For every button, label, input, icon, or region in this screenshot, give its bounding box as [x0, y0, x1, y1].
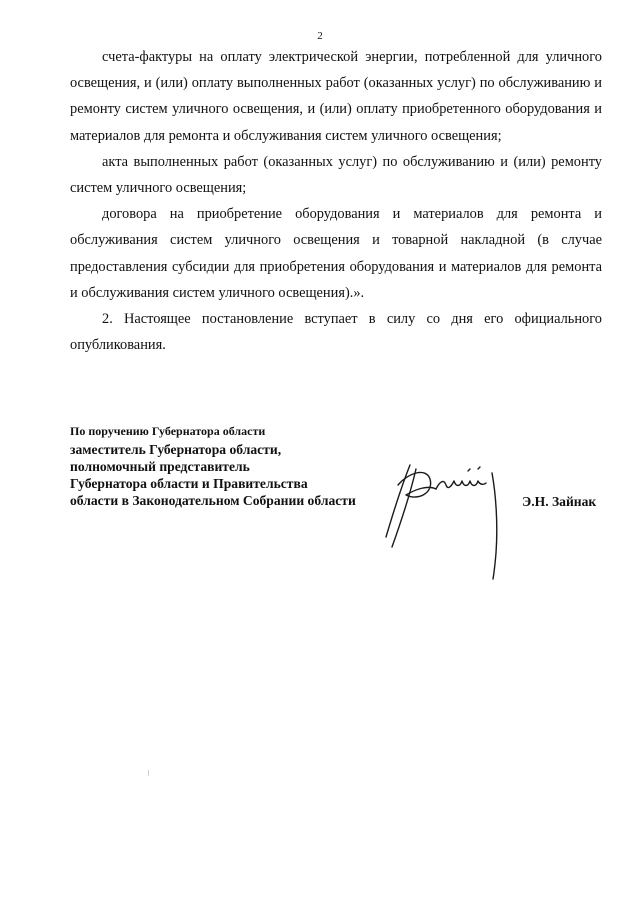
signatory-title-line-4: области в Законодательном Собрании области — [70, 493, 356, 508]
signatory-title-line-3: Губернатора области и Правительства — [70, 476, 308, 491]
document-body — [70, 44, 602, 358]
signatory-name: Э.Н. Зайнак — [522, 494, 597, 509]
page-number: 2 — [317, 30, 323, 42]
signatory-title-line-1: заместитель Губернатора области, — [70, 442, 282, 457]
handwritten-signature — [380, 455, 512, 585]
paragraph-invoices: счета-фактуры на оплату электрической энергии, потребленной для уличного освещения, и (или) оплату выполненных работ (оказанных услуг) по обслуживанию и ремонту систем уличного освещения, и (или) оплату приобретенного оборудования и материалов для ремонта и обслуживания систем уличного освещения; — [70, 49, 602, 144]
signature-instruction: По поручению Губернатора области — [70, 424, 266, 438]
paragraph-contracts: договора на приобретение оборудования и материалов для ремонта и обслуживания систем уличного освещения и товарной накладной (в случае предоставления субсидии для приобретения оборудования и материалов для ремонта и обслуживания систем уличного освещения).». — [70, 206, 602, 301]
paragraph-effective-date: 2. Настоящее постановление вступает в силу со дня его официального опубликования. — [70, 311, 602, 354]
scan-artifact — [148, 770, 149, 776]
paragraph-acts: акта выполненных работ (оказанных услуг) по обслуживанию и (или) ремонту систем уличного освещения; — [70, 153, 602, 197]
signatory-title-line-2: полномочный представитель — [70, 459, 250, 474]
